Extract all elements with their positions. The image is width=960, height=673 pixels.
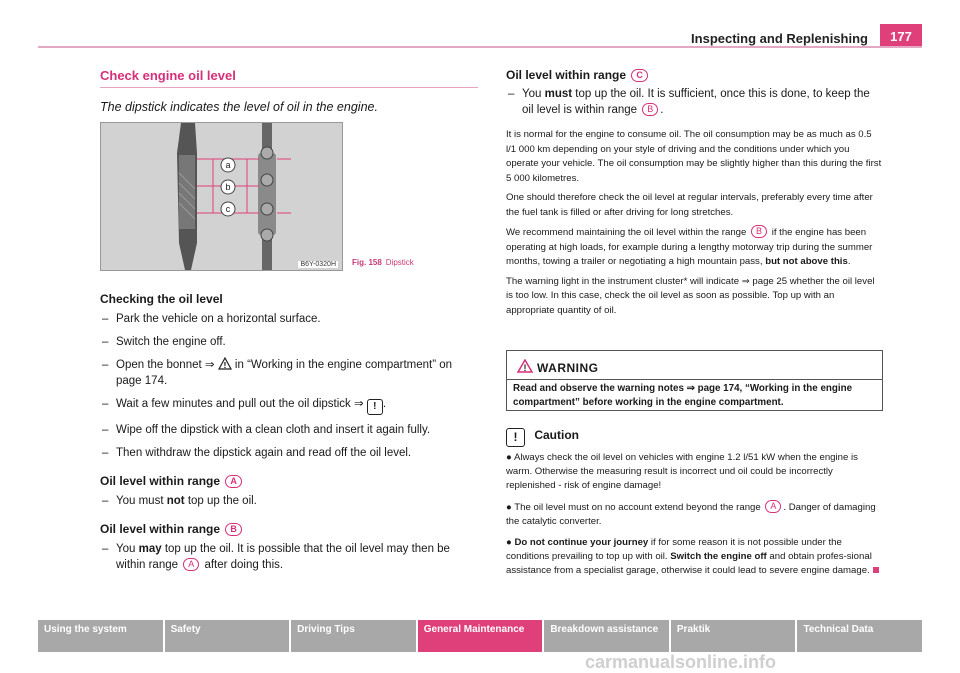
warning-text: Read and observe the warning notes ⇒ page 174, “Working in the engine compartment” before working in the engine compartment. (507, 379, 882, 412)
range-c-heading (506, 68, 882, 82)
range-b-bold: may (138, 543, 162, 555)
footer-tab-praktik[interactable]: Praktik (671, 620, 796, 652)
section-title: Check engine oil level (100, 68, 478, 88)
footer-tab-using-the-system[interactable]: Using the system (38, 620, 163, 652)
section-subtitle: The dipstick indicates the level of oil in the engine. (100, 100, 378, 114)
caution-b2-a: The oil level must on no account extend beyond the range (514, 502, 761, 513)
dipstick-illustration (101, 123, 342, 270)
range-c-bold: must (544, 88, 573, 100)
step-4: – Wait a few minutes and pull out the oil dipstick ⇒ ! . (100, 396, 478, 415)
range-b-tail: after doing this. (204, 559, 284, 571)
range-b-pre: You (116, 543, 136, 555)
range-c-pill: C (631, 69, 648, 82)
range-a-bold: not (166, 495, 185, 507)
caution-icon: ! (367, 399, 383, 415)
footer-nav (38, 620, 922, 652)
info-p3-a: We recommend maintaining the oil level within the range (506, 227, 747, 238)
info-paragraph-2: One should therefore check the oil level at regular intervals, preferably every time after the fuel tank is filled or after driving for long stretches. (506, 192, 873, 218)
caution-b3-a: if for some reason it is not possible under the conditions prevailing to top up with oil. (506, 537, 842, 562)
info-paragraph-4: The warning light in the instrument cluster* will indicate ⇒ page 25 whether the oil level is too low. In this case, check the oil level as soon as possible. Top up with an appropriate quantity of oil. (506, 275, 875, 316)
footer-tab-driving-tips[interactable]: Driving Tips (291, 620, 416, 652)
watermark: carmanualsonline.info (585, 652, 777, 672)
right-column (506, 68, 882, 318)
figure-caption-text: Dipstick (385, 258, 414, 267)
caution-b3-b: and obtain profes-sional assistance from a specialist garage, otherwise it could lead to severe engine damage. (506, 551, 872, 576)
info-paragraph-1: It is normal for the engine to consume oil. The oil consumption may be as much as 0.5 l/1 000 km depending on your style of driving and the conditions under which you operate your vehicle. The oil consumption may be slightly higher than this during the first 5 000 kilometres. (506, 129, 882, 184)
info-p3-end: . (847, 256, 851, 267)
range-a-heading-text: Oil level within range (100, 474, 221, 488)
caution-bullet-3: ● Do not continue your journey if for some reason it is not possible under the conditions prevailing to top up with oil. Switch the engine off and obtain profes-sional assistance from a specialist garage, otherwise it could lead to severe engine damage. (506, 536, 882, 578)
caution-bullet-2: ● The oil level must on no account extend beyond the range A . Danger of damaging the catalytic converter. (506, 501, 876, 527)
figure-caption (352, 258, 414, 267)
figure-code: B6Y-0320H (300, 261, 336, 268)
info-paragraph-3 (506, 225, 882, 270)
header-rule (38, 46, 922, 48)
caution-b2-b: . Danger of damaging the catalytic converter. (506, 502, 876, 527)
caution-list (506, 451, 882, 585)
step-2: – Switch the engine off. (100, 334, 478, 350)
caution-b1-text: Always check the oil level on vehicles with engine 1.2 l/51 kW when the engine is warm. Otherwise the measuring result is incorrect und oil could be incorrectly replenished - risk of engine damage! (506, 452, 858, 491)
range-c-post: top up the oil. It is sufficient, once this is done, to keep the oil level is within range (522, 88, 870, 116)
step-3 (100, 357, 478, 389)
range-a-step (100, 493, 478, 509)
warning-title: WARNING (537, 361, 599, 375)
range-c-step (506, 86, 882, 118)
info-p3-pill: B (751, 225, 767, 238)
step-3-text-cont: in “Working in the engine compartment” on page 174. (116, 359, 453, 387)
range-b-heading-text: Oil level within range (100, 522, 221, 536)
footer-tab-general-maintenance[interactable]: General Maintenance (418, 620, 543, 652)
footer-tab-technical-data[interactable]: Technical Data (797, 620, 922, 652)
caution-heading (506, 428, 579, 447)
warning-box (506, 350, 883, 411)
caution-b2-pill: A (765, 500, 781, 513)
info-p3-b: if the engine has been operating at high loads, for example during a lengthy motorway trip during the summer months, towing a trailer or negotiating a high mountain pass, (506, 227, 873, 267)
step-4-text: Wait a few minutes and pull out the oil dipstick ⇒ (116, 398, 364, 410)
svg-text:!: ! (523, 363, 527, 373)
checking-heading: Checking the oil level (100, 292, 223, 306)
end-marker (873, 567, 879, 573)
range-c-pre: You (522, 88, 542, 100)
step-1: – Park the vehicle on a horizontal surface. (100, 311, 478, 327)
marker-b: b (225, 182, 231, 192)
range-a-heading (100, 474, 478, 488)
dipstick-figure (100, 122, 343, 271)
footer-tab-safety[interactable]: Safety (165, 620, 290, 652)
page-number: 177 (880, 24, 922, 48)
range-c-tail: . (660, 104, 664, 116)
marker-c: c (225, 204, 231, 214)
range-b-step (100, 541, 478, 573)
warning-triangle-icon (218, 357, 232, 370)
checking-section (100, 292, 478, 573)
range-a-post: top up the oil. (187, 495, 257, 507)
caution-b3-bold: Do not continue your journey (514, 537, 649, 548)
range-b-pill-2: A (183, 558, 199, 571)
range-a-pre: You must (116, 495, 164, 507)
step-3-text: Open the bonnet ⇒ (116, 359, 215, 371)
svg-text:!: ! (223, 361, 227, 370)
caution-bullet-1: ● Always check the oil level on vehicles with engine 1.2 l/51 kW when the engine is warm. Otherwise the measuring result is incorrect und oil could be incorrectly replenished - risk of engine damage! (506, 452, 858, 491)
warning-icon (517, 359, 533, 373)
step-5: – Wipe off the dipstick with a clean cloth and insert it again fully. (100, 422, 478, 438)
range-c-pill-2: B (642, 103, 658, 116)
step-6: – Then withdraw the dipstick again and read off the oil level. (100, 445, 478, 461)
range-b-heading (100, 522, 478, 536)
range-b-pill: B (225, 523, 242, 536)
caution-heading-icon: ! (506, 428, 525, 447)
figure-caption-number: Fig. 158 (352, 258, 382, 267)
range-b-post: top up the oil. It is possible that the oil level may then be within range (116, 543, 450, 571)
caution-b3-bold2: Switch the engine off (670, 551, 767, 562)
marker-a: a (225, 160, 231, 170)
range-c-heading-text: Oil level within range (506, 68, 627, 82)
left-column (100, 68, 478, 114)
info-p3-bold: but not above this (765, 256, 848, 267)
page-header-title: Inspecting and Replenishing (691, 31, 868, 46)
range-a-pill: A (225, 475, 242, 488)
footer-tab-breakdown-assistance[interactable]: Breakdown assistance (544, 620, 669, 652)
caution-title: Caution (534, 428, 580, 442)
